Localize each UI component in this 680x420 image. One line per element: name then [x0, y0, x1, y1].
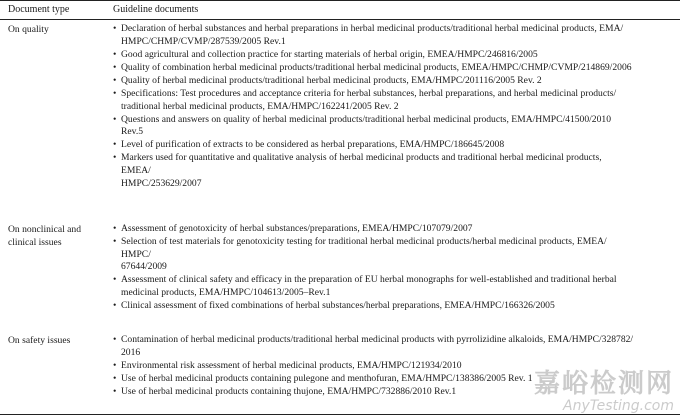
guideline-text-line: Clinical assessment of fixed combinations of herbal substances/herbal preparations, EMEA/HMPC/166326/2005 — [121, 300, 555, 312]
guideline-text-line: 2016 — [121, 346, 141, 358]
guideline-text-line: Declaration of herbal substances and herbal preparations in herbal medicinal products/traditional herbal medicinal products, EMA/ — [121, 23, 624, 34]
section-items — [113, 223, 678, 313]
guideline-text-line: Selection of test materials for genotoxicity testing for traditional herbal medicinal products/herbal medicinal products, EMEA/ — [121, 236, 607, 248]
guideline-text-line: Environmental risk assessment of herbal medicinal products, EMA/HMPC/121934/2010 — [121, 359, 462, 371]
guideline-text-line: Assessment of genotoxicity of herbal substances/preparations, EMEA/HMPC/107079/2007 — [121, 223, 473, 234]
guideline-text-line: EMEA/ — [121, 165, 151, 177]
category-line: On quality — [8, 24, 49, 35]
watermark-main: 嘉峪检测网 — [533, 369, 674, 399]
guideline-text-line: Quality of combination herbal medicinal products/traditional herbal medicinal products, EMEA/HMPC/CHMP/CVMP/214869/2006 — [121, 61, 632, 73]
guideline-item — [113, 334, 678, 359]
header-document-type: Document type — [8, 4, 70, 15]
guideline-item — [113, 274, 678, 299]
table-bottom-rule — [0, 414, 680, 415]
guideline-text-line: Questions and answers on quality of herbal medicinal products/traditional herbal medicinal products, EMA/HMPC/41500/2010 — [121, 113, 611, 125]
section-category — [8, 334, 110, 347]
guideline-text-line: Assessment of clinical safety and efficacy in the preparation of EU herbal monographs for well-established and traditional herbal — [121, 274, 617, 286]
bullet-icon: • — [113, 223, 117, 234]
guideline-text-line: Markers used for quantitative and qualitative analysis of herbal medicinal products and traditional herbal medicinal products, — [121, 152, 602, 164]
guideline-text-line: Good agricultural and collection practice for starting materials of herbal origin, EMEA/HMPC/246816/2005 — [121, 48, 538, 60]
watermark-sub: AnyTesting.com — [563, 398, 674, 414]
category-line: On nonclinical and — [8, 224, 81, 235]
category-line: On safety issues — [8, 335, 71, 346]
guideline-text-line: Specifications: Test procedures and acceptance criteria for herbal substances, herbal preparations, and herbal medicinal products/ — [121, 87, 617, 99]
guideline-item — [113, 75, 678, 88]
bullet-icon: • — [113, 113, 117, 125]
guideline-text-line: Use of herbal medicinal products containing thujone, EMA/HMPC/732886/2010 Rev.1 — [121, 385, 457, 397]
guideline-text-line: HMPC/CHMP/CVMP/287539/2005 Rev.1 — [121, 35, 286, 47]
guideline-item — [113, 236, 678, 274]
guideline-item — [113, 88, 678, 113]
guideline-item — [113, 23, 678, 48]
bullet-icon: • — [113, 300, 117, 312]
bullet-icon: • — [113, 23, 117, 34]
bullet-icon: • — [113, 236, 117, 248]
section-items — [113, 23, 678, 191]
guideline-item — [113, 114, 678, 139]
guideline-text-line: medicinal products, EMA/HMPC/104613/2005–Rev.1 — [121, 286, 331, 298]
guideline-text-line: Use of herbal medicinal products containing pulegone and menthofuran, EMA/HMPC/138386/2005 Rev. 1 — [121, 372, 533, 384]
bullet-icon: • — [113, 74, 117, 86]
bullet-icon: • — [113, 48, 117, 60]
guideline-text-line: HMPC/253629/2007 — [121, 177, 202, 189]
guideline-item — [113, 49, 678, 62]
bullet-icon: • — [113, 334, 117, 345]
section-category — [8, 23, 110, 36]
guideline-text-line: Contamination of herbal medicinal products/traditional herbal medicinal products with pyrrolizidine alkaloids, EMA/HMPC/328782/ — [121, 334, 634, 345]
bullet-icon: • — [113, 385, 117, 397]
guideline-text-line: Level of purification of extracts to be considered as herbal preparations, EMA/HMPC/186645/2008 — [121, 139, 505, 151]
watermark — [534, 370, 674, 414]
bullet-icon: • — [113, 359, 117, 371]
header-guideline-documents: Guideline documents — [113, 4, 199, 15]
guideline-text-line: HMPC/ — [121, 248, 151, 260]
guideline-item — [113, 139, 678, 152]
bullet-icon: • — [113, 61, 117, 73]
guideline-item — [113, 62, 678, 75]
bullet-icon: • — [113, 372, 117, 384]
guideline-text-line: traditional herbal medicinal products, EMA/HMPC/162241/2005 Rev. 2 — [121, 100, 399, 112]
bullet-icon: • — [113, 87, 117, 99]
guideline-item — [113, 152, 678, 190]
bullet-icon: • — [113, 152, 117, 164]
guideline-text-line: Rev.5 — [121, 126, 144, 138]
header-rule — [0, 19, 680, 20]
guideline-text-line: Quality of herbal medicinal products/traditional herbal medicinal products, EMA/HMPC/201116/2005 Rev. 2 — [121, 74, 542, 86]
guideline-item — [113, 223, 678, 236]
section-category — [8, 223, 110, 249]
table-header — [0, 0, 680, 20]
bullet-icon: • — [113, 274, 117, 286]
bullet-icon: • — [113, 139, 117, 151]
guideline-item — [113, 300, 678, 313]
category-line: clinical issues — [8, 237, 62, 248]
guideline-text-line: 67644/2009 — [121, 261, 167, 273]
